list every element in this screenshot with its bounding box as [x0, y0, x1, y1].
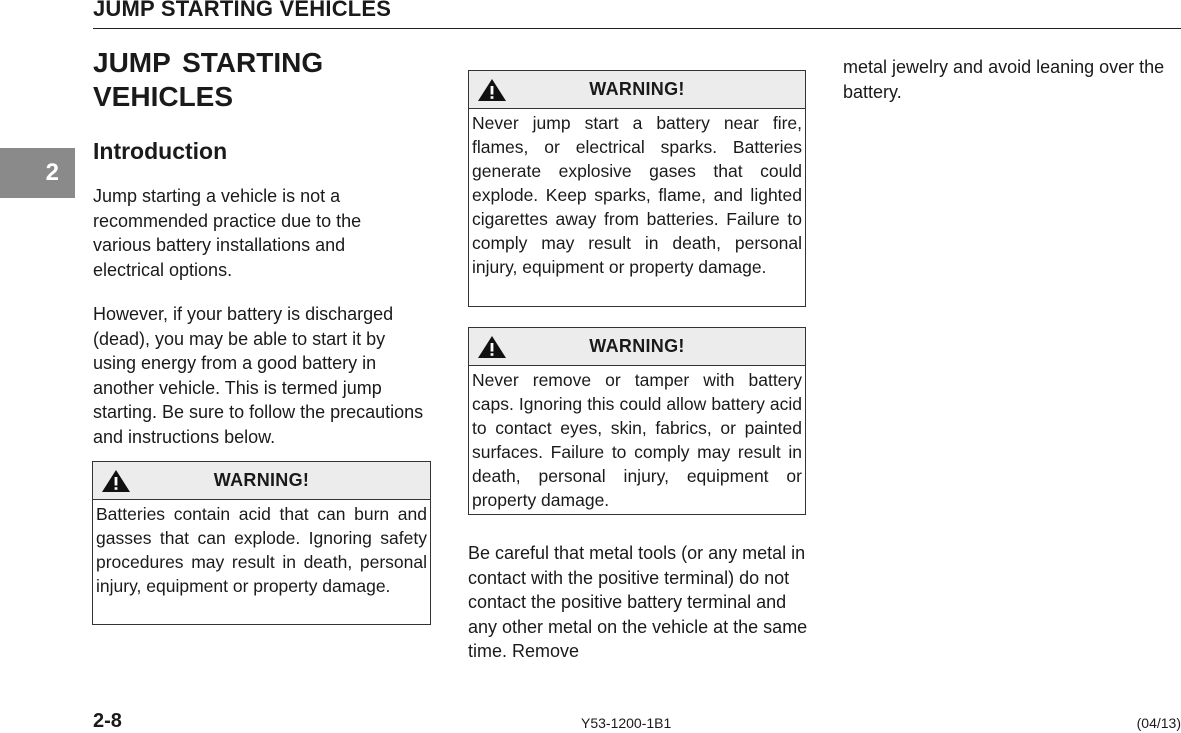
- page-title: JUMP STARTING VEHICLES: [93, 47, 324, 112]
- header-rule: [93, 28, 1181, 29]
- footer-document-code: Y53-1200-1B1: [581, 715, 672, 731]
- paragraph-intro: Jump starting a vehicle is not a recommended practice due to the various battery installations and electrical options.: [93, 186, 362, 280]
- running-head: JUMP STARTING VEHICLES: [93, 0, 392, 21]
- warning-triangle-icon: [477, 78, 507, 102]
- warning-text: Batteries contain acid that can burn and gasses that can explode. Ignoring safety procedures may result in death, personal injury, equipment or property damage.: [96, 504, 427, 596]
- warning-label: WARNING!: [589, 336, 685, 356]
- warning-triangle-icon: [477, 335, 507, 359]
- warning-triangle-icon: [101, 469, 131, 493]
- paragraph-however: However, if your battery is discharged (dead), you may be able to start it by using energy from a good battery in another vehicle. This is termed jump starting. Be sure to follow the precautions and instructions below.: [93, 304, 424, 447]
- chapter-tab-number: 2: [45, 159, 59, 186]
- warning-header: [469, 71, 805, 109]
- warning-label: WARNING!: [213, 470, 310, 490]
- warning-box-acid: [92, 461, 431, 625]
- warning-text: Never remove or tamper with battery caps. Ignoring this could allow battery acid to contact eyes, skin, fabrics, or painted surfaces. Failure to comply may result in death, personal injury, equipment or property damage.: [472, 370, 802, 510]
- warning-label: WARNING!: [589, 79, 685, 99]
- warning-box-caps: [468, 327, 806, 515]
- warning-header: [469, 328, 805, 366]
- footer-date: (04/13): [1136, 715, 1181, 731]
- warning-box-fire: [468, 70, 806, 307]
- footer-page-number: 2-8: [93, 710, 122, 732]
- paragraph-continued: metal jewelry and avoid leaning over the battery.: [843, 57, 1165, 102]
- paragraph-careful: Be careful that metal tools (or any metal in contact with the positive terminal) do not contact the positive battery terminal and any other metal on the vehicle at the same time. Remove: [468, 543, 808, 661]
- warning-header: [93, 462, 430, 500]
- warning-text: Never jump start a battery near fire, flames, or electrical sparks. Batteries generate explosive gases that could explode. Keep sparks, flame, and lighted cigarettes away from batteries. Failure to comply may result in death, personal injury, equipment or property damage.: [472, 113, 802, 277]
- section-title: Introduction: [93, 138, 228, 164]
- chapter-tab: [0, 148, 75, 198]
